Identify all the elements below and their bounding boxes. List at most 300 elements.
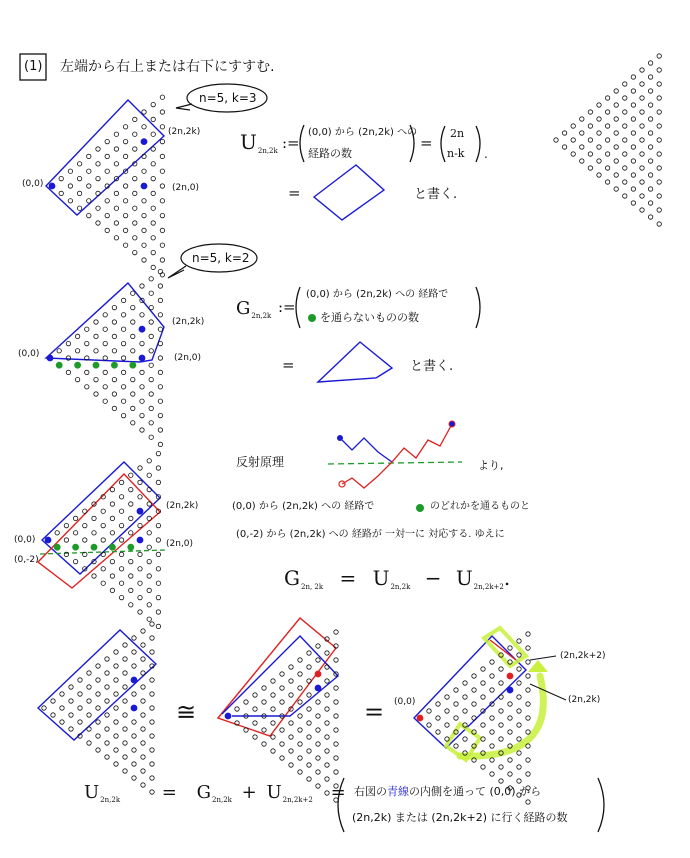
lattice-point [114,191,118,195]
lattice-point [316,742,320,746]
lattice-point [280,672,284,676]
write-as-2: と書く. [410,359,454,374]
lattice-point [51,699,55,703]
lattice-point [648,75,652,79]
lattice-point [141,629,145,633]
lattice-point [499,723,503,727]
lattice-point [499,765,503,769]
lattice-point [131,320,135,324]
highlight-point [93,362,99,368]
lattice-point [78,692,82,696]
lattice-point [114,147,118,151]
lattice-point [631,187,635,191]
lattice-point [298,756,302,760]
lattice-point [262,742,266,746]
lattice-point [156,538,160,542]
lattice-point [75,349,79,353]
lattice-point [96,147,100,151]
bubble-2-text: n=5, k=2 [192,251,250,265]
highlight-point [45,537,51,543]
lattice-point [96,678,100,682]
lattice-point [73,531,77,535]
lattice-point [114,162,118,166]
lattice-point [605,138,609,142]
lattice-point [151,102,155,106]
lattice-point [657,68,661,72]
lattice-point [138,567,142,571]
lattice-point [114,132,118,136]
lattice-point [149,334,153,338]
lattice-point [526,660,530,664]
reflect-blue-path [340,438,392,462]
lattice-point [614,187,618,191]
lattice-point [103,341,107,345]
lattice-point [112,305,116,309]
lattice-point [103,399,107,403]
lattice-point [110,574,114,578]
lattice-point [631,145,635,149]
lattice-point [280,728,284,732]
lattice-point [149,406,153,410]
lattice-point [298,658,302,662]
lattice-point [262,728,266,732]
lattice-point [151,162,155,166]
lattice-point [85,327,89,331]
reflect-start-blue [337,435,343,441]
lattice-point [445,709,449,713]
lattice-point [131,377,135,381]
lattice-point [119,538,123,542]
bubble-1-tail [176,104,192,110]
lattice-point [85,385,89,389]
lattice-point [151,221,155,225]
lattice-point [94,320,98,324]
lattice-point [454,688,458,692]
lattice-point [141,699,145,703]
lattice-point [481,723,485,727]
lattice-point [147,473,151,477]
lattice-point [158,298,162,302]
lattice-point [481,765,485,769]
lattice-point [271,735,275,739]
lattice-point [85,370,89,374]
lattice-point [150,636,154,640]
lattice-point [253,735,257,739]
lattice-point [526,716,530,720]
lattice-point [123,243,127,247]
lattice-point [142,258,146,262]
lattice-point [571,152,575,156]
lattice-point [160,125,164,129]
highlight-point [49,183,55,189]
lattice-point [605,124,609,128]
lattice-point [131,406,135,410]
lattice-point [105,741,109,745]
lattice-point [307,651,311,655]
lattice-point [77,191,81,195]
lattice-point [156,595,160,599]
lattice-point [588,138,592,142]
reflect-end [449,421,455,427]
lattice-point [280,700,284,704]
lattice-point [307,721,311,725]
yori-label: より, [478,459,504,472]
label-2n0-2: (2n,0) [174,353,202,363]
lattice-point [325,763,329,767]
lattice-point [463,737,467,741]
lattice-point [83,538,87,542]
lattice-point [160,184,164,188]
lattice-point [158,356,162,360]
lattice-point [253,707,257,711]
arrow-top-4 [530,656,556,660]
blue-outline-2 [46,283,164,362]
highlight-point [225,713,231,719]
label-origin-2: (0,0) [18,349,40,359]
lattice-point [151,147,155,151]
lattice-point [105,213,109,217]
highlight-arrowhead [528,660,548,672]
lattice-point [121,327,125,331]
lattice-point [140,413,144,417]
lattice-point [597,173,601,177]
lattice-point [597,145,601,149]
lattice-point [298,700,302,704]
lattice-point [307,735,311,739]
lattice-point [119,509,123,513]
lattice-point [597,103,601,107]
lattice-point [490,730,494,734]
lattice-point [526,772,530,776]
lattice-point [614,145,618,149]
lattice-point [96,692,100,696]
lattice-point [147,588,151,592]
highlight-point [130,362,136,368]
lattice-point [123,741,127,745]
lattice-point [648,103,652,107]
lattice-point [133,191,137,195]
lattice-point [149,435,153,439]
lattice-point [147,502,151,506]
lattice-point [121,341,125,345]
lattice-point [463,681,467,685]
write-as-1: と書く. [414,187,458,202]
lattice-point [334,770,338,774]
lattice-point [119,581,123,585]
label-origin-3: (0,0) [14,535,36,545]
lattice-point [147,603,151,607]
lattice-point [141,755,145,759]
lattice-point [631,131,635,135]
lattice-point [96,664,100,668]
lattice-point [156,624,160,628]
lattice-point [149,363,153,367]
lattice-point [131,305,135,309]
u-def-line1: (0,0) から (2n,2k) への [308,127,418,138]
lattice-point [150,650,154,654]
lattice-point [142,228,146,232]
lattice-point [490,688,494,692]
lattice-point [87,671,91,675]
reflect-line1b: のどれかを通るものと [430,501,530,512]
lattice-point [68,169,72,173]
lattice-point [160,213,164,217]
lattice-point [123,699,127,703]
lattice-point [147,545,151,549]
lattice-point [150,762,154,766]
lattice-point [114,678,118,682]
lattice-point [517,695,521,699]
binom-right [476,126,480,162]
lattice-point [133,132,137,136]
lattice-point [78,706,82,710]
lattice-point [160,139,164,143]
lattice-point [623,152,627,156]
lattice-point [138,466,142,470]
equals-shape-2: = [282,356,295,374]
lattice-point [142,169,146,173]
lattice-point [132,762,136,766]
lattice-point [55,531,59,535]
lattice-point [92,516,96,520]
lattice-point [142,125,146,129]
lattice-point [325,735,329,739]
assign-1: := [282,134,300,152]
label-origin-1: (0,0) [22,179,44,189]
lattice-point [657,194,661,198]
lattice-point [133,221,137,225]
highlight-point [111,362,117,368]
lattice-point [101,581,105,585]
lattice-point [605,110,609,114]
lattice-point [640,124,644,128]
lattice-point [490,772,494,776]
label-reflect-3: (0,-2) [14,555,39,565]
lattice-point [147,617,151,621]
lattice-point [138,581,142,585]
lattice-point [121,298,125,302]
lattice-point [490,744,494,748]
lattice-point [112,392,116,396]
lattice-point [316,756,320,760]
lattice-point [101,523,105,527]
lattice-point [77,206,81,210]
lattice-point [508,702,512,706]
lattice-point [149,377,153,381]
lattice-point [156,552,160,556]
lattice-point [158,413,162,417]
green-dot-inline-3 [416,504,424,512]
lattice-point [123,727,127,731]
reflect-axis [328,462,462,464]
lattice-point [499,779,503,783]
highlight-point [109,544,115,550]
lattice-point [103,385,107,389]
lattice-point [271,693,275,697]
lattice-point [87,184,91,188]
lattice-point [640,180,644,184]
lattice-point [158,428,162,432]
lattice-point [147,531,151,535]
lattice-point [640,166,644,170]
lattice-point [141,741,145,745]
lattice-point [132,650,136,654]
lattice-point [121,399,125,403]
lattice-point [69,727,73,731]
lattice-point [597,117,601,121]
lattice-point [657,180,661,184]
lattice-point [73,559,77,563]
lattice-point [517,681,521,685]
lattice-point [605,166,609,170]
lattice-point [112,377,116,381]
lattice-point [151,206,155,210]
lattice-point [156,567,160,571]
lattice-point [87,741,91,745]
lattice-point [526,688,530,692]
lattice-point [490,674,494,678]
identity-equation: $G_{2n, 2k} = U_{2n,2k} - U_{2n,2k+2}$. [284,566,511,591]
lattice-point [149,320,153,324]
lattice-point [150,706,154,710]
lattice-point [119,552,123,556]
blue-outline-3 [42,462,160,574]
lattice-point [121,313,125,317]
lattice-point [648,131,652,135]
highlight-point [91,544,97,550]
lattice-point [150,748,154,752]
lattice-point [149,305,153,309]
lattice-point [151,176,155,180]
lattice-point [235,707,239,711]
lattice-point [580,131,584,135]
lattice-point [51,713,55,717]
lattice-point [657,96,661,100]
lattice-point [133,206,137,210]
binom-period: . [484,147,488,161]
highlight-point [56,362,62,368]
lattice-point [472,702,476,706]
lattice-point [132,748,136,752]
lattice-point [280,742,284,746]
lattice-point [150,734,154,738]
lattice-point [325,721,329,725]
lattice-point [114,734,118,738]
lattice-point [105,671,109,675]
lattice-point [588,110,592,114]
lattice-point [580,159,584,163]
lattice-point [151,236,155,240]
lattice-point [605,180,609,184]
highlight-point [141,139,147,145]
lattice-point [648,215,652,219]
lattice-point [69,699,73,703]
lattice-point [160,199,164,203]
reflect-red-path [342,424,452,488]
lattice-point [83,523,87,527]
lattice-point [334,742,338,746]
lattice-point [271,707,275,711]
lattice-point [289,735,293,739]
lattice-point [123,125,127,129]
lattice-point [289,693,293,697]
lattice-point [114,706,118,710]
u-shape-symbol [314,165,384,220]
lattice-point [334,728,338,732]
lattice-point [588,124,592,128]
lattice-point [105,169,109,173]
lattice-point [427,723,431,727]
lattice-point [316,770,320,774]
lattice-point [77,176,81,180]
lattice-point [508,730,512,734]
lattice-point [554,138,558,142]
principle-label: 反射原理 [236,455,285,469]
lattice-point [623,138,627,142]
lattice-point [147,559,151,563]
lattice-point [445,695,449,699]
lattice-point [105,228,109,232]
lattice-point [517,751,521,755]
lattice-point [244,700,248,704]
lattice-point [66,341,70,345]
lattice-point [150,678,154,682]
lattice-point [325,749,329,753]
lattice-point [96,720,100,724]
lattice-point [141,657,145,661]
lattice-point [508,716,512,720]
lattice-point [129,559,133,563]
lattice-point [87,727,91,731]
congruent-sign: ≅ [176,698,197,726]
lattice-point [150,622,154,626]
lattice-point [140,370,144,374]
lattice-point [657,138,661,142]
lattice-point [316,714,320,718]
lattice-point [526,632,530,636]
lattice-point [156,523,160,527]
lattice-point [105,755,109,759]
lattice-point [69,713,73,717]
lattice-point [131,421,135,425]
lattice-point [657,110,661,114]
lattice-point [59,191,63,195]
lattice-point [94,349,98,353]
lattice-point [517,653,521,657]
lattice-point [160,228,164,232]
lattice-point [463,709,467,713]
lattice-point [142,213,146,217]
lattice-point [481,695,485,699]
lattice-point [526,744,530,748]
lattice-point [158,385,162,389]
lattice-point [112,406,116,410]
g-def-line2: を通らないものの数 [320,311,419,324]
lattice-point [605,96,609,100]
label-2n2k-3: (2n,2k) [166,501,199,511]
lattice-point [131,334,135,338]
lattice-point [562,131,566,135]
lattice-point [150,692,154,696]
lattice-point [298,728,302,732]
lattice-point [94,392,98,396]
final-explain-line2: (2n,2k) または (2n,2k+2) に行く経路の数 [352,811,568,824]
lattice-point [114,206,118,210]
lattice-point [105,139,109,143]
lattice-point [42,706,46,710]
lattice-point [657,222,661,226]
label-2n2k-4: (2n,2k) [568,695,601,705]
